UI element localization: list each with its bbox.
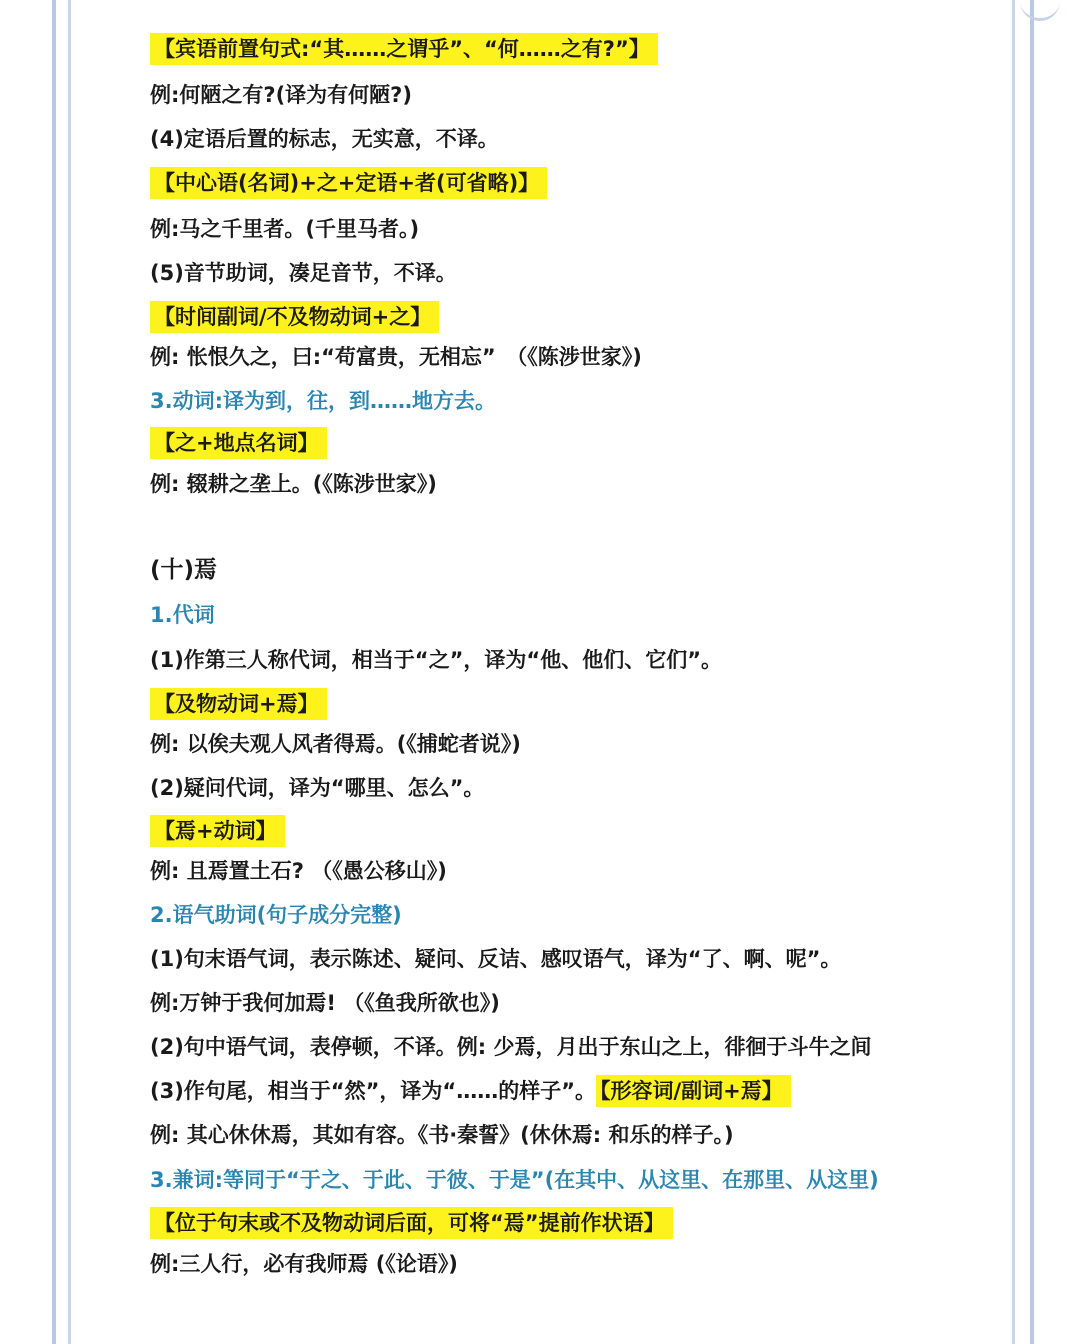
- section-heading: (十)焉: [150, 557, 218, 583]
- usage-line: (1)作第三人称代词，相当于“之”，译为“他、他们、它们”。: [150, 648, 723, 672]
- usage-line: (1)句末语气词，表示陈述、疑问、反诘、感叹语气，译为“了、啊、呢”。: [150, 947, 842, 971]
- example-line: 例: 辍耕之垄上。(《陈涉世家》): [150, 472, 437, 496]
- subheading: 3.兼词:等同于“于之、于此、于彼、于是”(在其中、从这里、在那里、从这里): [150, 1168, 879, 1192]
- pattern-label: 【形容词/副词+焉】: [596, 1075, 791, 1107]
- example-line: 例: 且焉置土石? （《愚公移山》): [150, 859, 447, 883]
- page-border-left-inner: [68, 0, 71, 1344]
- usage-line: (3)作句尾，相当于“然”，译为“……的样子”。 【形容词/副词+焉】: [150, 1076, 791, 1106]
- subheading: 1.代词: [150, 603, 215, 627]
- example-line: 例:万钟于我何加焉! （《鱼我所欲也》): [150, 991, 500, 1015]
- pattern-label: 【中心语(名词)+之+定语+者(可省略)】: [150, 168, 547, 198]
- example-line: 例: 怅恨久之，曰:“苟富贵，无相忘” （《陈涉世家》): [150, 345, 642, 369]
- pattern-label: 【时间副词/不及物动词+之】: [150, 302, 439, 332]
- usage-line: (2)疑问代词，译为“哪里、怎么”。: [150, 776, 485, 800]
- example-line: 例:三人行，必有我师焉 (《论语》): [150, 1252, 458, 1276]
- usage-line: (5)音节助词，凑足音节，不译。: [150, 261, 457, 285]
- subheading: 2.语气助词(句子成分完整): [150, 903, 402, 927]
- pattern-label: 【位于句末或不及物动词后面，可将“焉”提前作状语】: [150, 1208, 673, 1238]
- pattern-label: 【焉+动词】: [150, 816, 285, 846]
- page-border-left: [52, 0, 56, 1344]
- example-line: 例: 以俟夫观人风者得焉。(《捕蛇者说》): [150, 732, 521, 756]
- subheading: 3.动词:译为到，往，到……地方去。: [150, 389, 496, 413]
- page-border-right-inner: [1012, 0, 1015, 1344]
- usage-line: (4)定语后置的标志，无实意，不译。: [150, 127, 499, 151]
- example-line: 例:马之千里者。(千里马者。): [150, 217, 420, 241]
- example-line: 例: 其心休休焉，其如有容。《书·秦誓》(休休焉: 和乐的样子。): [150, 1123, 734, 1147]
- page-border-right: [1030, 0, 1034, 1344]
- pattern-label: 【宾语前置句式:“其……之谓乎”、“何……之有?”】: [150, 34, 658, 64]
- pattern-label: 【及物动词+焉】: [150, 689, 327, 719]
- usage-line: (2)句中语气词，表停顿，不译。例: 少焉，月出于东山之上，徘徊于斗牛之间: [150, 1035, 872, 1059]
- pattern-label: 【之+地点名词】: [150, 428, 327, 458]
- example-line: 例:何陋之有?(译为有何陋?): [150, 83, 412, 107]
- corner-decoration: [1020, 0, 1060, 21]
